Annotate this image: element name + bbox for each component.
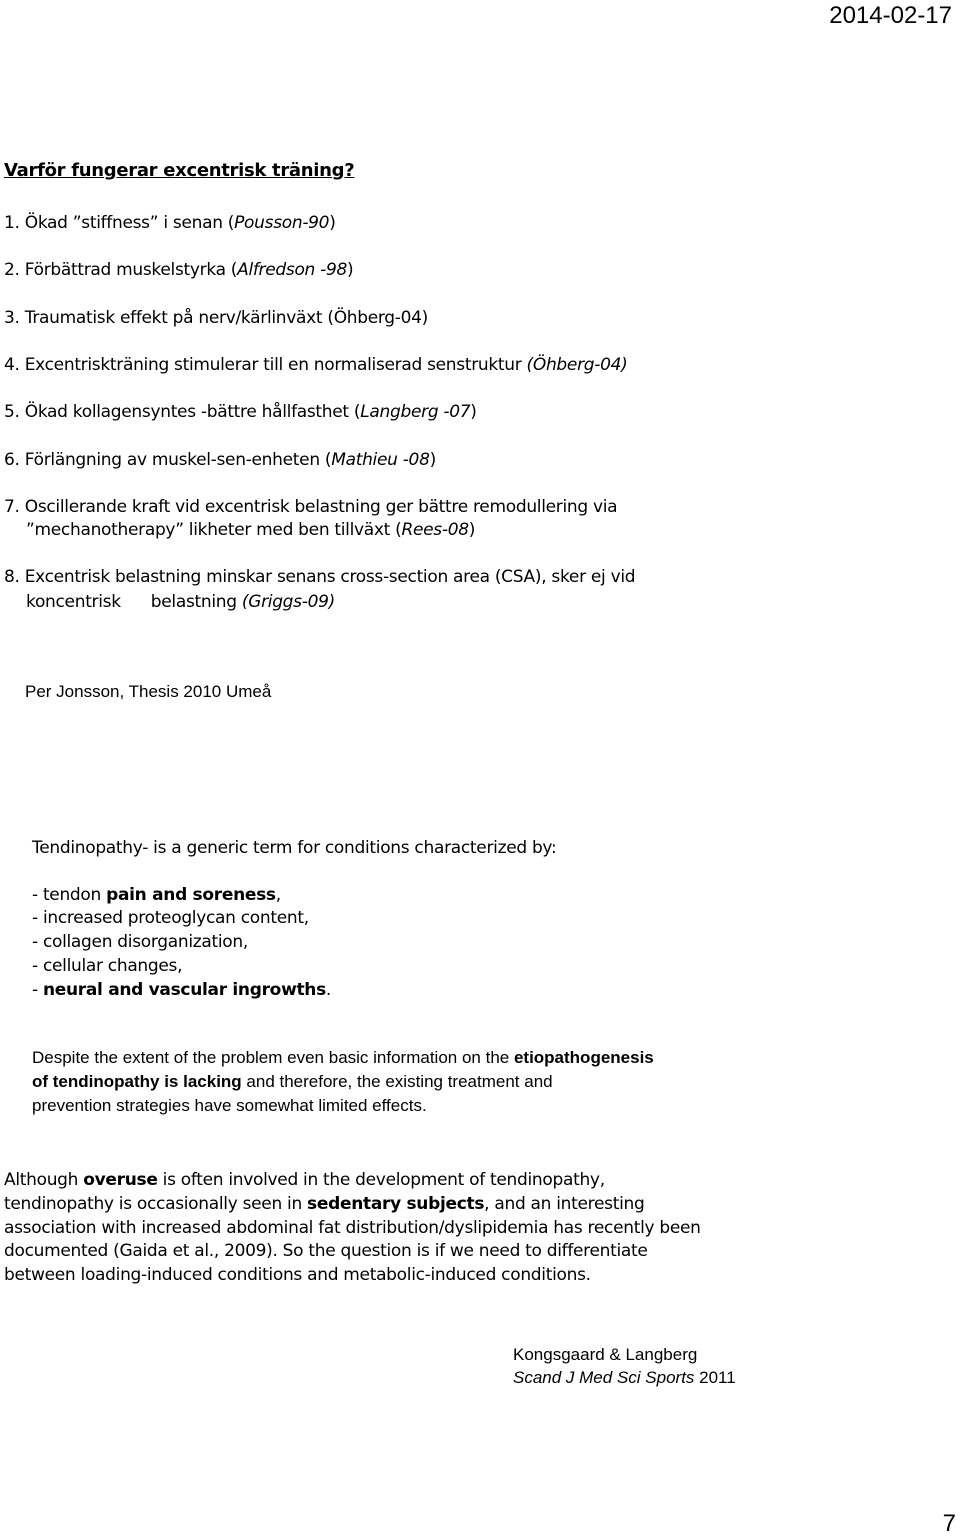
list-item: 5. Ökad kollagensyntes -bättre hållfasthet (Langberg -07) bbox=[4, 402, 477, 422]
list-item: 2. Förbättrad muskelstyrka (Alfredson -98) bbox=[4, 260, 354, 280]
paragraph-line: of tendinopathy is lacking and therefore, the existing treatment and bbox=[32, 1072, 553, 1091]
citation-authors: Kongsgaard & Langberg bbox=[513, 1345, 698, 1364]
list-item: 3. Traumatisk effekt på nerv/kärlinväxt (Öhberg-04) bbox=[4, 308, 428, 328]
bullet-item: - collagen disorganization, bbox=[32, 932, 248, 952]
list-item: 6. Förlängning av muskel-sen-enheten (Mathieu -08) bbox=[4, 450, 436, 470]
paragraph-line: association with increased abdominal fat distribution/dyslipidemia has recently been bbox=[4, 1218, 701, 1238]
list-item: 7. Oscillerande kraft vid excentrisk belastning ger bättre remodullering via bbox=[4, 497, 618, 517]
paragraph-line: between loading-induced conditions and metabolic-induced conditions. bbox=[4, 1265, 591, 1285]
header-date: 2014-02-17 bbox=[829, 2, 952, 29]
section-heading: Varför fungerar excentrisk träning? bbox=[4, 160, 355, 181]
list-item-continuation: koncentrisk belastning (Griggs-09) bbox=[26, 592, 335, 612]
definition-intro: Tendinopathy- is a generic term for conditions characterized by: bbox=[32, 838, 557, 858]
bullet-item: - neural and vascular ingrowths. bbox=[32, 980, 332, 1000]
paragraph-line: documented (Gaida et al., 2009). So the question is if we need to differentiate bbox=[4, 1241, 648, 1261]
list-item: 8. Excentrisk belastning minskar senans cross-section area (CSA), sker ej vid bbox=[4, 567, 636, 587]
page-number: 7 bbox=[942, 1510, 956, 1537]
list-item-continuation: ”mechanotherapy” likheter med ben tillväxt (Rees-08) bbox=[26, 520, 476, 540]
bullet-item: - cellular changes, bbox=[32, 956, 183, 976]
paragraph-line: Although overuse is often involved in the development of tendinopathy, bbox=[4, 1170, 605, 1190]
list-item: 1. Ökad ”stiffness” i senan (Pousson-90) bbox=[4, 213, 336, 233]
citation: Per Jonsson, Thesis 2010 Umeå bbox=[25, 682, 272, 701]
list-item: 4. Excentriskträning stimulerar till en normaliserad senstruktur (Öhberg-04) bbox=[4, 355, 628, 375]
paragraph-line: tendinopathy is occasionally seen in sedentary subjects, and an interesting bbox=[4, 1194, 645, 1214]
citation-journal: Scand J Med Sci Sports 2011 bbox=[513, 1368, 736, 1387]
paragraph-line: prevention strategies have somewhat limited effects. bbox=[32, 1096, 427, 1115]
bullet-item: - increased proteoglycan content, bbox=[32, 908, 309, 928]
paragraph-line: Despite the extent of the problem even basic information on the etiopathogenesis bbox=[32, 1048, 654, 1067]
bullet-item: - tendon pain and soreness, bbox=[32, 885, 281, 905]
